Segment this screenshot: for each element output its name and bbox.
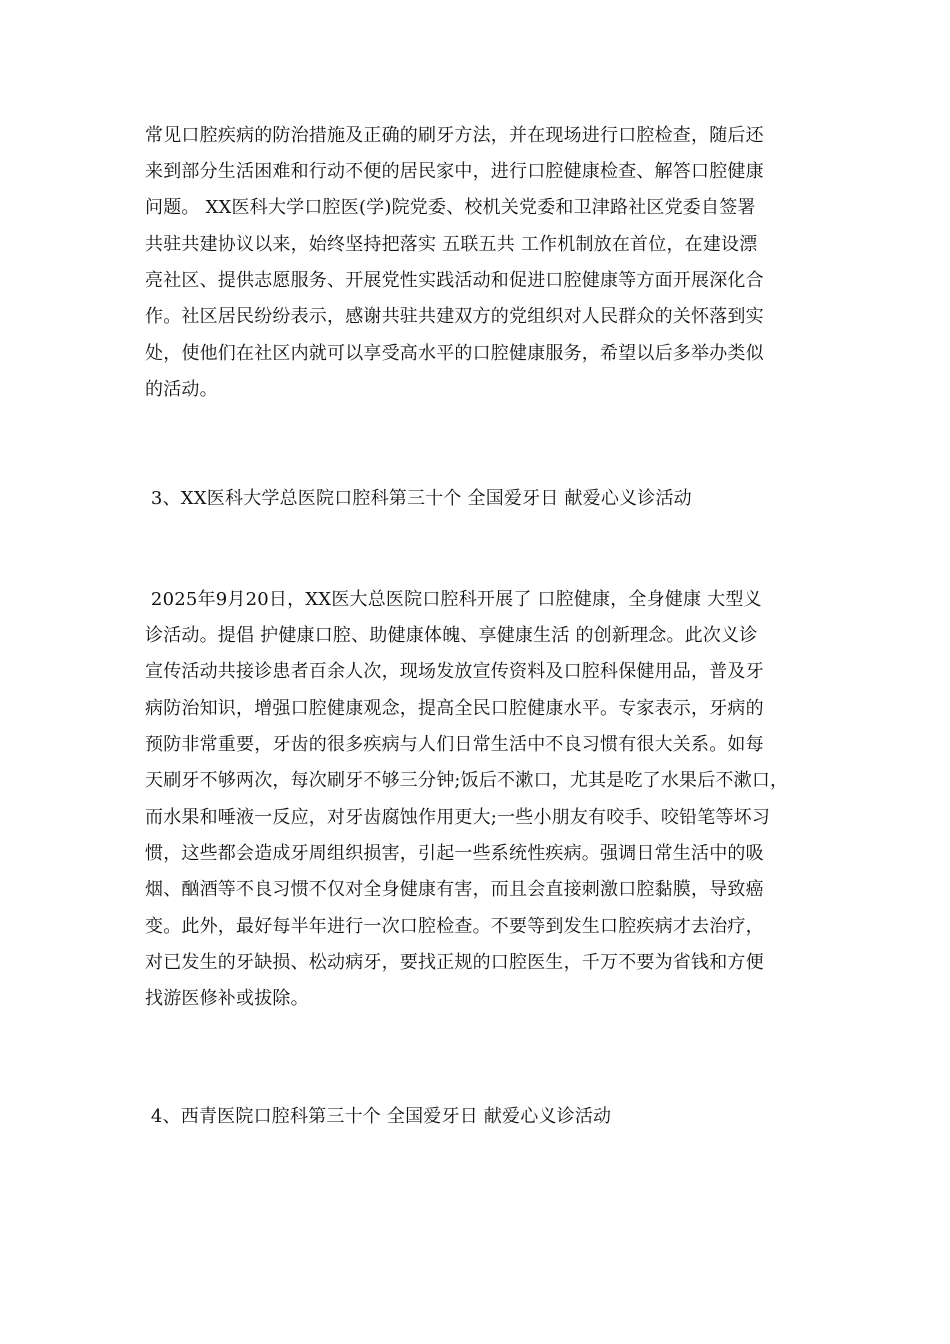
text-line: 变。此外，最好每半年进行一次口腔检查。不要等到发生口腔疾病才去治疗， [145, 916, 764, 937]
text-line: 处，使他们在社区内就可以享受高水平的口腔健康服务，希望以后多举办类似 [145, 343, 764, 364]
section-heading-4: 4、西青医院口腔科第三十个 全国爱牙日 献爱心义诊活动 [145, 1106, 612, 1127]
section-heading-3: 3、XX医科大学总医院口腔科第三十个 全国爱牙日 献爱心义诊活动 [145, 488, 692, 509]
text-line: 找游医修补或拔除。 [145, 988, 309, 1009]
text-line: 烟、酗酒等不良习惯不仅对全身健康有害，而且会直接刺激口腔黏膜，导致癌 [145, 879, 764, 900]
text-line: 病防治知识，增强口腔健康观念，提高全民口腔健康水平。专家表示，牙病的 [145, 698, 764, 719]
text-line: 预防非常重要，牙齿的很多疾病与人们日常生活中不良习惯有很大关系。如每 [145, 734, 764, 755]
text-line: 诊活动。提倡 护健康口腔、助健康体魄、享健康生活 的创新理念。此次义诊 [145, 625, 758, 646]
text-line: 而水果和唾液一反应，对牙齿腐蚀作用更大;一些小朋友有咬手、咬铅笔等坏习 [145, 807, 771, 828]
text-line: 来到部分生活困难和行动不便的居民家中，进行口腔健康检查、解答口腔健康 [145, 161, 764, 182]
text-line: 惯，这些都会造成牙周组织损害，引起一些系统性疾病。强调日常生活中的吸 [145, 843, 764, 864]
text-line: 问题。 XX医科大学口腔医(学)院党委、校机关党委和卫津路社区党委自签署 [145, 197, 756, 218]
text-line: 宣传活动共接诊患者百余人次，现场发放宣传资料及口腔科保健用品，普及牙 [145, 661, 764, 682]
text-line: 常见口腔疾病的防治措施及正确的刷牙方法，并在现场进行口腔检查，随后还 [145, 125, 764, 146]
text-line: 天刷牙不够两次，每次刷牙不够三分钟;饭后不漱口，尤其是吃了水果后不漱口， [145, 770, 789, 791]
text-line: 2025年9月20日，XX医大总医院口腔科开展了 口腔健康，全身健康 大型义 [145, 589, 762, 610]
text-line: 亮社区、提供志愿服务、开展党性实践活动和促进口腔健康等方面开展深化合 [145, 270, 764, 291]
text-line: 作。社区居民纷纷表示，感谢共驻共建双方的党组织对人民群众的关怀落到实 [145, 306, 764, 327]
text-line: 共驻共建协议以来，始终坚持把落实 五联五共 工作机制放在首位，在建设漂 [145, 234, 758, 255]
text-line: 对已发生的牙缺损、松动病牙，要找正规的口腔医生，千万不要为省钱和方便 [145, 952, 764, 973]
text-line: 的活动。 [145, 379, 218, 400]
